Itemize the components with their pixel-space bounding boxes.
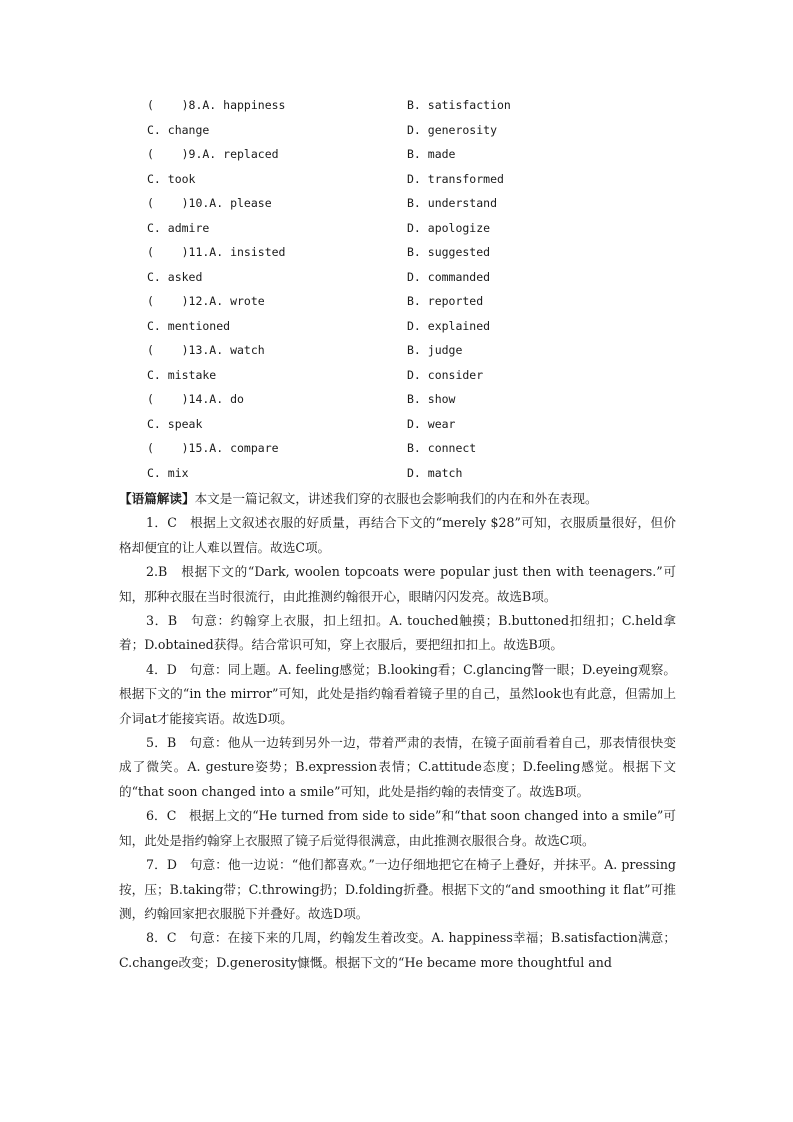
option-row	[147, 390, 707, 415]
options-list	[147, 96, 707, 488]
option-left: ( )13.A. watch	[147, 343, 265, 357]
option-row	[147, 243, 707, 268]
option-row	[147, 341, 707, 366]
option-left: ( )9.A. replaced	[147, 147, 279, 161]
option-right: D. commanded	[407, 269, 491, 284]
answer-explanation-7: 7．D 句意：他一边说：“他们都喜欢。”一边仔细地把它在椅子上叠好，并抹平。A. pressing按，压；B.taking带；C.throwing扔；D.folding折叠。根据下文的“and smoothing it flat”可推测，约翰回家把衣服脱下并叠好。故选D项。	[119, 857, 676, 921]
option-row	[147, 464, 707, 489]
option-right: B. show	[407, 392, 456, 406]
option-row	[147, 145, 707, 170]
option-right: D. match	[407, 465, 463, 480]
option-left: C. mentioned	[147, 318, 231, 333]
option-row	[147, 170, 707, 195]
option-row	[147, 415, 707, 440]
option-right: B. satisfaction	[407, 98, 511, 112]
option-row	[147, 194, 707, 219]
option-left: ( )10.A. please	[147, 196, 272, 210]
option-right: B. made	[407, 147, 456, 161]
option-right: D. transformed	[407, 171, 504, 186]
option-right: B. suggested	[407, 245, 491, 259]
option-row	[147, 366, 707, 391]
option-right: D. consider	[407, 367, 484, 382]
option-right: B. reported	[407, 294, 484, 308]
option-right: B. understand	[407, 196, 498, 210]
option-left: C. mix	[147, 465, 189, 480]
option-left: C. change	[147, 122, 210, 137]
option-row	[147, 317, 707, 342]
answer-explanation-4: 4．D 句意：同上题。A. feeling感觉；B.looking看；C.glancing瞥一眼；D.eyeing观察。根据下文的“in the mirror”可知，此处是指约翰看着镜子里的自己，虽然look也有此意，但需加上介词at才能接宾语。故选D项。	[119, 661, 676, 726]
answer-explanation-6: 6．C 根据上文的“He turned from side to side”和“that soon changed into a smile”可知，此处是指约翰穿上衣服照了镜子后觉得很满意，由此推测衣服很合身。故选C项。	[119, 808, 676, 848]
option-left: ( )12.A. wrote	[147, 294, 265, 308]
option-left: C. admire	[147, 220, 210, 235]
option-left: ( )14.A. do	[147, 392, 244, 406]
option-row	[147, 292, 707, 317]
analysis-heading	[119, 487, 676, 511]
option-right: D. apologize	[407, 220, 491, 235]
option-left: ( )15.A. compare	[147, 441, 279, 455]
option-left: C. asked	[147, 269, 203, 284]
option-right: B. connect	[407, 441, 477, 455]
answer-explanation-5: 5．B 句意：他从一边转到另外一边，带着严肃的表情，在镜子面前看着自己，那表情很快变成了微笑。A. gesture姿势；B.expression表情；C.attitude态度；D.feeling感觉。根据下文的“that soon changed into a smile”可知，此处是指约翰的表情变了。故选B项。	[119, 735, 676, 799]
analysis-title: 【语篇解读】	[119, 491, 195, 506]
option-right: D. wear	[407, 416, 456, 431]
analysis-intro: 本文是一篇记叙文，讲述我们穿的衣服也会影响我们的内在和外在表现。	[194, 491, 598, 506]
answer-explanation-1: 1．C 根据上文叙述衣服的好质量，再结合下文的“merely $28”可知，衣服质量很好，但价格却便宜的让人难以置信。故选C项。	[119, 515, 676, 555]
option-right: D. explained	[407, 318, 491, 333]
option-row	[147, 96, 707, 121]
option-left: C. speak	[147, 416, 203, 431]
analysis-section	[119, 487, 676, 975]
answer-explanation-2: 2.B 根据下文的“Dark, woolen topcoats were popular just then with teenagers.”可知，那种衣服在当时很流行，由此推测约翰很开心，眼睛闪闪发亮。故选B项。	[119, 564, 676, 604]
option-row	[147, 121, 707, 146]
option-right: B. judge	[407, 343, 463, 357]
option-left: C. took	[147, 171, 196, 186]
option-row	[147, 268, 707, 293]
answer-explanation-3: 3．B 句意：约翰穿上衣服，扣上纽扣。A. touched触摸；B.buttoned扣纽扣；C.held拿着；D.obtained获得。结合常识可知，穿上衣服后，要把纽扣扣上。故选B项。	[119, 613, 676, 653]
option-row	[147, 439, 707, 464]
answer-explanation-8: 8．C 句意：在接下来的几周，约翰发生着改变。A. happiness幸福；B.satisfaction满意；C.change改变；D.generosity慷慨。根据下文的“He became more thoughtful and	[119, 930, 676, 970]
option-left: C. mistake	[147, 367, 217, 382]
option-left: ( )8.A. happiness	[147, 98, 286, 112]
option-right: D. generosity	[407, 122, 498, 137]
option-left: ( )11.A. insisted	[147, 245, 286, 259]
option-row	[147, 219, 707, 244]
